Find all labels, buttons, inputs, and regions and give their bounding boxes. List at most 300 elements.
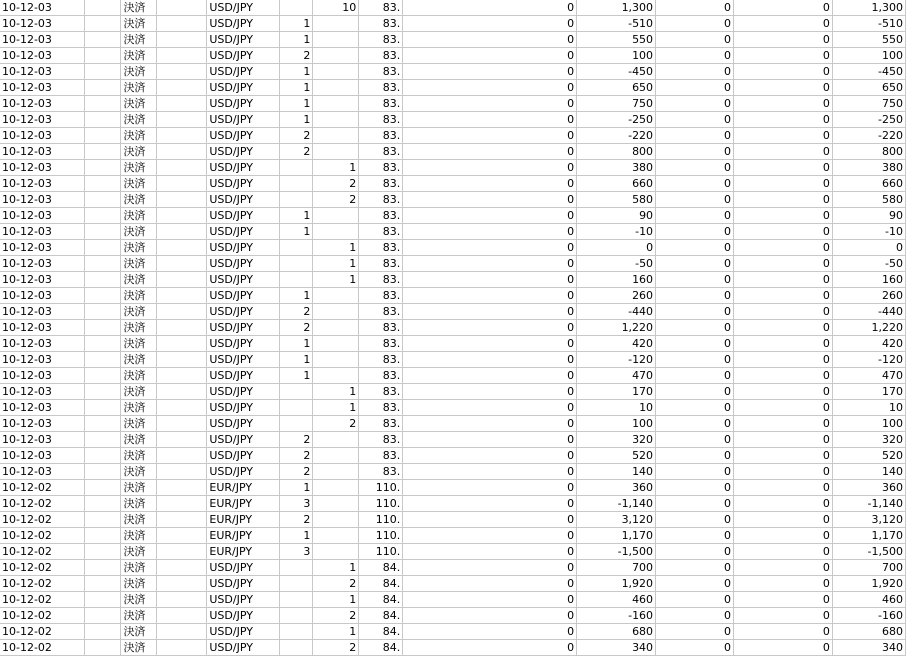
cell-profit-loss[interactable]: -120 (577, 352, 656, 368)
cell-currency-pair[interactable]: USD/JPY (207, 288, 280, 304)
cell-date[interactable]: 10-12-03 (0, 112, 85, 128)
cell-date[interactable]: 10-12-03 (0, 416, 85, 432)
cell-profit-loss[interactable]: -50 (577, 256, 656, 272)
cell-empty[interactable] (403, 384, 431, 400)
cell-rate[interactable]: 83. (359, 0, 403, 16)
cell-empty[interactable] (403, 416, 431, 432)
cell-rate[interactable]: 110. (359, 496, 403, 512)
cell-value-c[interactable]: 0 (734, 448, 833, 464)
cell-rate[interactable]: 83. (359, 192, 403, 208)
cell-sell-quantity[interactable]: 2 (313, 576, 359, 592)
cell-currency-pair[interactable]: USD/JPY (207, 560, 280, 576)
cell-rate[interactable]: 83. (359, 224, 403, 240)
cell-empty[interactable] (157, 512, 207, 528)
cell-currency-pair[interactable]: USD/JPY (207, 16, 280, 32)
cell-profit-loss[interactable]: 680 (577, 624, 656, 640)
cell-trade-type[interactable]: 決済 (121, 160, 157, 176)
cell-empty[interactable] (85, 224, 121, 240)
cell-empty[interactable] (85, 112, 121, 128)
cell-value-a[interactable]: 0 (431, 0, 577, 16)
cell-net-total[interactable]: 680 (832, 624, 905, 640)
cell-sell-quantity[interactable] (313, 336, 359, 352)
cell-empty[interactable] (403, 576, 431, 592)
cell-value-a[interactable]: 0 (431, 304, 577, 320)
cell-value-c[interactable]: 0 (734, 32, 833, 48)
cell-net-total[interactable]: -450 (832, 64, 905, 80)
cell-empty[interactable] (403, 128, 431, 144)
cell-value-b[interactable]: 0 (656, 208, 734, 224)
cell-empty[interactable] (85, 160, 121, 176)
cell-currency-pair[interactable]: USD/JPY (207, 448, 280, 464)
cell-value-c[interactable]: 0 (734, 112, 833, 128)
cell-trade-type[interactable]: 決済 (121, 176, 157, 192)
cell-profit-loss[interactable]: 3,120 (577, 512, 656, 528)
cell-value-a[interactable]: 0 (431, 336, 577, 352)
cell-rate[interactable]: 83. (359, 96, 403, 112)
cell-profit-loss[interactable]: -510 (577, 16, 656, 32)
cell-rate[interactable]: 84. (359, 576, 403, 592)
cell-empty[interactable] (403, 144, 431, 160)
cell-buy-quantity[interactable] (280, 400, 313, 416)
cell-value-a[interactable]: 0 (431, 48, 577, 64)
cell-value-b[interactable]: 0 (656, 416, 734, 432)
cell-trade-type[interactable]: 決済 (121, 304, 157, 320)
cell-sell-quantity[interactable] (313, 96, 359, 112)
cell-empty[interactable] (403, 240, 431, 256)
cell-empty[interactable] (403, 256, 431, 272)
cell-date[interactable]: 10-12-03 (0, 432, 85, 448)
cell-sell-quantity[interactable] (313, 80, 359, 96)
cell-rate[interactable]: 83. (359, 176, 403, 192)
cell-net-total[interactable]: 320 (832, 432, 905, 448)
cell-value-c[interactable]: 0 (734, 416, 833, 432)
cell-sell-quantity[interactable]: 2 (313, 192, 359, 208)
cell-buy-quantity[interactable]: 1 (280, 288, 313, 304)
cell-value-a[interactable]: 0 (431, 512, 577, 528)
cell-net-total[interactable]: 360 (832, 480, 905, 496)
cell-trade-type[interactable]: 決済 (121, 512, 157, 528)
cell-date[interactable]: 10-12-03 (0, 208, 85, 224)
cell-value-b[interactable]: 0 (656, 608, 734, 624)
cell-trade-type[interactable]: 決済 (121, 432, 157, 448)
cell-value-b[interactable]: 0 (656, 288, 734, 304)
cell-sell-quantity[interactable] (313, 144, 359, 160)
cell-empty[interactable] (403, 272, 431, 288)
cell-empty[interactable] (157, 464, 207, 480)
cell-rate[interactable]: 83. (359, 320, 403, 336)
cell-value-c[interactable]: 0 (734, 384, 833, 400)
cell-sell-quantity[interactable] (313, 64, 359, 80)
cell-rate[interactable]: 83. (359, 384, 403, 400)
cell-empty[interactable] (157, 128, 207, 144)
cell-value-a[interactable]: 0 (431, 400, 577, 416)
cell-value-c[interactable]: 0 (734, 544, 833, 560)
cell-date[interactable]: 10-12-03 (0, 240, 85, 256)
cell-profit-loss[interactable]: 470 (577, 368, 656, 384)
cell-value-c[interactable]: 0 (734, 624, 833, 640)
cell-empty[interactable] (85, 96, 121, 112)
cell-empty[interactable] (85, 352, 121, 368)
cell-profit-loss[interactable]: 420 (577, 336, 656, 352)
cell-profit-loss[interactable]: 320 (577, 432, 656, 448)
cell-profit-loss[interactable]: 0 (577, 240, 656, 256)
cell-buy-quantity[interactable]: 1 (280, 16, 313, 32)
cell-value-c[interactable]: 0 (734, 288, 833, 304)
cell-value-c[interactable]: 0 (734, 464, 833, 480)
cell-rate[interactable]: 83. (359, 32, 403, 48)
cell-trade-type[interactable]: 決済 (121, 416, 157, 432)
cell-net-total[interactable]: 470 (832, 368, 905, 384)
cell-value-b[interactable]: 0 (656, 320, 734, 336)
cell-trade-type[interactable]: 決済 (121, 400, 157, 416)
cell-empty[interactable] (157, 176, 207, 192)
cell-date[interactable]: 10-12-02 (0, 544, 85, 560)
cell-value-a[interactable]: 0 (431, 96, 577, 112)
cell-value-a[interactable]: 0 (431, 624, 577, 640)
cell-buy-quantity[interactable]: 1 (280, 208, 313, 224)
cell-value-a[interactable]: 0 (431, 208, 577, 224)
cell-empty[interactable] (85, 432, 121, 448)
cell-value-b[interactable]: 0 (656, 368, 734, 384)
cell-value-a[interactable]: 0 (431, 128, 577, 144)
cell-rate[interactable]: 83. (359, 128, 403, 144)
cell-value-b[interactable]: 0 (656, 560, 734, 576)
cell-value-b[interactable]: 0 (656, 32, 734, 48)
cell-sell-quantity[interactable] (313, 112, 359, 128)
cell-empty[interactable] (403, 288, 431, 304)
cell-empty[interactable] (157, 416, 207, 432)
cell-currency-pair[interactable]: USD/JPY (207, 144, 280, 160)
cell-empty[interactable] (403, 48, 431, 64)
cell-currency-pair[interactable]: USD/JPY (207, 240, 280, 256)
cell-sell-quantity[interactable] (313, 352, 359, 368)
cell-value-a[interactable]: 0 (431, 496, 577, 512)
cell-currency-pair[interactable]: EUR/JPY (207, 528, 280, 544)
cell-sell-quantity[interactable]: 2 (313, 416, 359, 432)
cell-currency-pair[interactable]: USD/JPY (207, 352, 280, 368)
cell-sell-quantity[interactable] (313, 432, 359, 448)
cell-profit-loss[interactable]: 1,170 (577, 528, 656, 544)
cell-currency-pair[interactable]: EUR/JPY (207, 512, 280, 528)
cell-net-total[interactable]: 700 (832, 560, 905, 576)
cell-currency-pair[interactable]: USD/JPY (207, 400, 280, 416)
cell-trade-type[interactable]: 決済 (121, 240, 157, 256)
cell-sell-quantity[interactable] (313, 512, 359, 528)
cell-empty[interactable] (85, 384, 121, 400)
cell-sell-quantity[interactable]: 10 (313, 0, 359, 16)
cell-profit-loss[interactable]: 140 (577, 464, 656, 480)
cell-trade-type[interactable]: 決済 (121, 64, 157, 80)
cell-net-total[interactable]: 1,170 (832, 528, 905, 544)
cell-currency-pair[interactable]: USD/JPY (207, 80, 280, 96)
cell-date[interactable]: 10-12-02 (0, 512, 85, 528)
cell-rate[interactable]: 84. (359, 560, 403, 576)
cell-sell-quantity[interactable] (313, 208, 359, 224)
cell-empty[interactable] (403, 640, 431, 656)
cell-date[interactable]: 10-12-03 (0, 320, 85, 336)
cell-rate[interactable]: 83. (359, 16, 403, 32)
cell-value-b[interactable]: 0 (656, 96, 734, 112)
cell-value-c[interactable]: 0 (734, 608, 833, 624)
cell-value-b[interactable]: 0 (656, 176, 734, 192)
cell-value-a[interactable]: 0 (431, 64, 577, 80)
cell-buy-quantity[interactable]: 1 (280, 32, 313, 48)
cell-empty[interactable] (85, 32, 121, 48)
cell-profit-loss[interactable]: 340 (577, 640, 656, 656)
cell-value-a[interactable]: 0 (431, 576, 577, 592)
cell-value-c[interactable]: 0 (734, 224, 833, 240)
cell-value-b[interactable]: 0 (656, 48, 734, 64)
cell-buy-quantity[interactable]: 1 (280, 368, 313, 384)
cell-sell-quantity[interactable] (313, 448, 359, 464)
cell-net-total[interactable]: 520 (832, 448, 905, 464)
cell-empty[interactable] (85, 48, 121, 64)
cell-date[interactable]: 10-12-03 (0, 464, 85, 480)
cell-buy-quantity[interactable]: 1 (280, 336, 313, 352)
cell-empty[interactable] (403, 592, 431, 608)
cell-profit-loss[interactable]: -1,500 (577, 544, 656, 560)
cell-date[interactable]: 10-12-03 (0, 16, 85, 32)
cell-empty[interactable] (157, 448, 207, 464)
cell-empty[interactable] (157, 480, 207, 496)
cell-empty[interactable] (157, 0, 207, 16)
cell-rate[interactable]: 83. (359, 416, 403, 432)
cell-net-total[interactable]: 140 (832, 464, 905, 480)
cell-value-c[interactable]: 0 (734, 368, 833, 384)
cell-buy-quantity[interactable]: 1 (280, 352, 313, 368)
cell-value-c[interactable]: 0 (734, 400, 833, 416)
cell-value-b[interactable]: 0 (656, 640, 734, 656)
cell-value-c[interactable]: 0 (734, 640, 833, 656)
cell-profit-loss[interactable]: 650 (577, 80, 656, 96)
cell-sell-quantity[interactable] (313, 464, 359, 480)
cell-profit-loss[interactable]: 1,300 (577, 0, 656, 16)
cell-buy-quantity[interactable]: 3 (280, 496, 313, 512)
cell-empty[interactable] (85, 240, 121, 256)
cell-date[interactable]: 10-12-03 (0, 352, 85, 368)
cell-sell-quantity[interactable]: 1 (313, 560, 359, 576)
cell-value-c[interactable]: 0 (734, 160, 833, 176)
cell-value-b[interactable]: 0 (656, 544, 734, 560)
cell-rate[interactable]: 84. (359, 608, 403, 624)
cell-net-total[interactable]: 0 (832, 240, 905, 256)
cell-net-total[interactable]: 1,220 (832, 320, 905, 336)
cell-value-a[interactable]: 0 (431, 192, 577, 208)
cell-trade-type[interactable]: 決済 (121, 192, 157, 208)
cell-buy-quantity[interactable]: 2 (280, 304, 313, 320)
cell-value-a[interactable]: 0 (431, 592, 577, 608)
cell-value-a[interactable]: 0 (431, 464, 577, 480)
cell-value-c[interactable]: 0 (734, 432, 833, 448)
cell-profit-loss[interactable]: 580 (577, 192, 656, 208)
cell-buy-quantity[interactable] (280, 192, 313, 208)
cell-trade-type[interactable]: 決済 (121, 320, 157, 336)
cell-currency-pair[interactable]: EUR/JPY (207, 496, 280, 512)
cell-net-total[interactable]: 660 (832, 176, 905, 192)
cell-trade-type[interactable]: 決済 (121, 336, 157, 352)
cell-currency-pair[interactable]: USD/JPY (207, 384, 280, 400)
cell-sell-quantity[interactable] (313, 128, 359, 144)
cell-buy-quantity[interactable]: 2 (280, 48, 313, 64)
cell-value-c[interactable]: 0 (734, 336, 833, 352)
cell-empty[interactable] (157, 208, 207, 224)
cell-profit-loss[interactable]: 660 (577, 176, 656, 192)
cell-value-b[interactable]: 0 (656, 64, 734, 80)
cell-profit-loss[interactable]: 380 (577, 160, 656, 176)
cell-empty[interactable] (403, 560, 431, 576)
cell-date[interactable]: 10-12-03 (0, 304, 85, 320)
cell-buy-quantity[interactable] (280, 416, 313, 432)
cell-empty[interactable] (85, 288, 121, 304)
cell-value-c[interactable]: 0 (734, 64, 833, 80)
cell-value-a[interactable]: 0 (431, 80, 577, 96)
cell-profit-loss[interactable]: -160 (577, 608, 656, 624)
cell-currency-pair[interactable]: USD/JPY (207, 256, 280, 272)
cell-date[interactable]: 10-12-02 (0, 576, 85, 592)
cell-trade-type[interactable]: 決済 (121, 368, 157, 384)
cell-empty[interactable] (157, 368, 207, 384)
cell-trade-type[interactable]: 決済 (121, 48, 157, 64)
cell-profit-loss[interactable]: 10 (577, 400, 656, 416)
cell-empty[interactable] (157, 240, 207, 256)
cell-trade-type[interactable]: 決済 (121, 80, 157, 96)
cell-value-b[interactable]: 0 (656, 16, 734, 32)
cell-value-c[interactable]: 0 (734, 176, 833, 192)
cell-empty[interactable] (157, 64, 207, 80)
cell-date[interactable]: 10-12-02 (0, 624, 85, 640)
cell-buy-quantity[interactable] (280, 0, 313, 16)
cell-value-c[interactable]: 0 (734, 528, 833, 544)
cell-value-c[interactable]: 0 (734, 256, 833, 272)
cell-rate[interactable]: 110. (359, 480, 403, 496)
cell-buy-quantity[interactable] (280, 384, 313, 400)
cell-empty[interactable] (403, 0, 431, 16)
cell-sell-quantity[interactable]: 1 (313, 384, 359, 400)
cell-date[interactable]: 10-12-03 (0, 80, 85, 96)
cell-value-a[interactable]: 0 (431, 560, 577, 576)
cell-empty[interactable] (403, 224, 431, 240)
cell-net-total[interactable]: -50 (832, 256, 905, 272)
cell-value-c[interactable]: 0 (734, 240, 833, 256)
cell-date[interactable]: 10-12-02 (0, 528, 85, 544)
cell-value-b[interactable]: 0 (656, 624, 734, 640)
cell-rate[interactable]: 83. (359, 208, 403, 224)
cell-currency-pair[interactable]: USD/JPY (207, 432, 280, 448)
cell-empty[interactable] (157, 80, 207, 96)
cell-net-total[interactable]: -1,140 (832, 496, 905, 512)
cell-value-c[interactable]: 0 (734, 208, 833, 224)
cell-buy-quantity[interactable] (280, 608, 313, 624)
cell-profit-loss[interactable]: 160 (577, 272, 656, 288)
cell-date[interactable]: 10-12-03 (0, 160, 85, 176)
cell-empty[interactable] (157, 224, 207, 240)
cell-value-b[interactable]: 0 (656, 112, 734, 128)
cell-empty[interactable] (157, 400, 207, 416)
cell-rate[interactable]: 84. (359, 640, 403, 656)
cell-sell-quantity[interactable] (313, 496, 359, 512)
cell-date[interactable]: 10-12-02 (0, 560, 85, 576)
cell-value-a[interactable]: 0 (431, 368, 577, 384)
cell-trade-type[interactable]: 決済 (121, 480, 157, 496)
cell-profit-loss[interactable]: 700 (577, 560, 656, 576)
cell-empty[interactable] (157, 32, 207, 48)
cell-net-total[interactable]: 420 (832, 336, 905, 352)
cell-trade-type[interactable]: 決済 (121, 528, 157, 544)
cell-empty[interactable] (157, 112, 207, 128)
cell-currency-pair[interactable]: USD/JPY (207, 128, 280, 144)
cell-buy-quantity[interactable]: 3 (280, 544, 313, 560)
cell-buy-quantity[interactable]: 2 (280, 320, 313, 336)
cell-buy-quantity[interactable] (280, 592, 313, 608)
cell-value-b[interactable]: 0 (656, 528, 734, 544)
cell-empty[interactable] (85, 560, 121, 576)
cell-value-c[interactable]: 0 (734, 480, 833, 496)
cell-sell-quantity[interactable] (313, 480, 359, 496)
cell-buy-quantity[interactable] (280, 160, 313, 176)
cell-net-total[interactable]: 260 (832, 288, 905, 304)
cell-trade-type[interactable]: 決済 (121, 384, 157, 400)
cell-empty[interactable] (157, 560, 207, 576)
cell-profit-loss[interactable]: -250 (577, 112, 656, 128)
cell-sell-quantity[interactable] (313, 368, 359, 384)
cell-profit-loss[interactable]: 360 (577, 480, 656, 496)
cell-empty[interactable] (403, 496, 431, 512)
cell-value-a[interactable]: 0 (431, 240, 577, 256)
cell-empty[interactable] (85, 272, 121, 288)
cell-trade-type[interactable]: 決済 (121, 288, 157, 304)
cell-sell-quantity[interactable] (313, 304, 359, 320)
cell-value-a[interactable]: 0 (431, 384, 577, 400)
cell-empty[interactable] (403, 448, 431, 464)
cell-net-total[interactable]: 1,920 (832, 576, 905, 592)
cell-profit-loss[interactable]: 800 (577, 144, 656, 160)
cell-empty[interactable] (403, 528, 431, 544)
cell-currency-pair[interactable]: USD/JPY (207, 592, 280, 608)
cell-value-b[interactable]: 0 (656, 432, 734, 448)
cell-date[interactable]: 10-12-02 (0, 640, 85, 656)
cell-rate[interactable]: 110. (359, 512, 403, 528)
cell-net-total[interactable]: 100 (832, 48, 905, 64)
cell-empty[interactable] (403, 96, 431, 112)
cell-value-b[interactable]: 0 (656, 576, 734, 592)
cell-profit-loss[interactable]: 460 (577, 592, 656, 608)
cell-net-total[interactable]: 100 (832, 416, 905, 432)
cell-currency-pair[interactable]: USD/JPY (207, 0, 280, 16)
cell-value-c[interactable]: 0 (734, 192, 833, 208)
cell-rate[interactable]: 83. (359, 448, 403, 464)
cell-value-b[interactable]: 0 (656, 192, 734, 208)
cell-profit-loss[interactable]: 1,920 (577, 576, 656, 592)
cell-empty[interactable] (85, 64, 121, 80)
cell-buy-quantity[interactable]: 2 (280, 464, 313, 480)
cell-rate[interactable]: 83. (359, 272, 403, 288)
cell-value-b[interactable]: 0 (656, 480, 734, 496)
cell-empty[interactable] (157, 16, 207, 32)
cell-rate[interactable]: 83. (359, 432, 403, 448)
cell-value-c[interactable]: 0 (734, 560, 833, 576)
cell-value-b[interactable]: 0 (656, 592, 734, 608)
cell-buy-quantity[interactable]: 2 (280, 144, 313, 160)
cell-value-c[interactable]: 0 (734, 96, 833, 112)
cell-date[interactable]: 10-12-03 (0, 64, 85, 80)
cell-value-b[interactable]: 0 (656, 464, 734, 480)
cell-value-a[interactable]: 0 (431, 224, 577, 240)
cell-buy-quantity[interactable] (280, 240, 313, 256)
cell-date[interactable]: 10-12-03 (0, 288, 85, 304)
cell-empty[interactable] (157, 272, 207, 288)
cell-profit-loss[interactable]: 100 (577, 416, 656, 432)
cell-net-total[interactable]: 380 (832, 160, 905, 176)
